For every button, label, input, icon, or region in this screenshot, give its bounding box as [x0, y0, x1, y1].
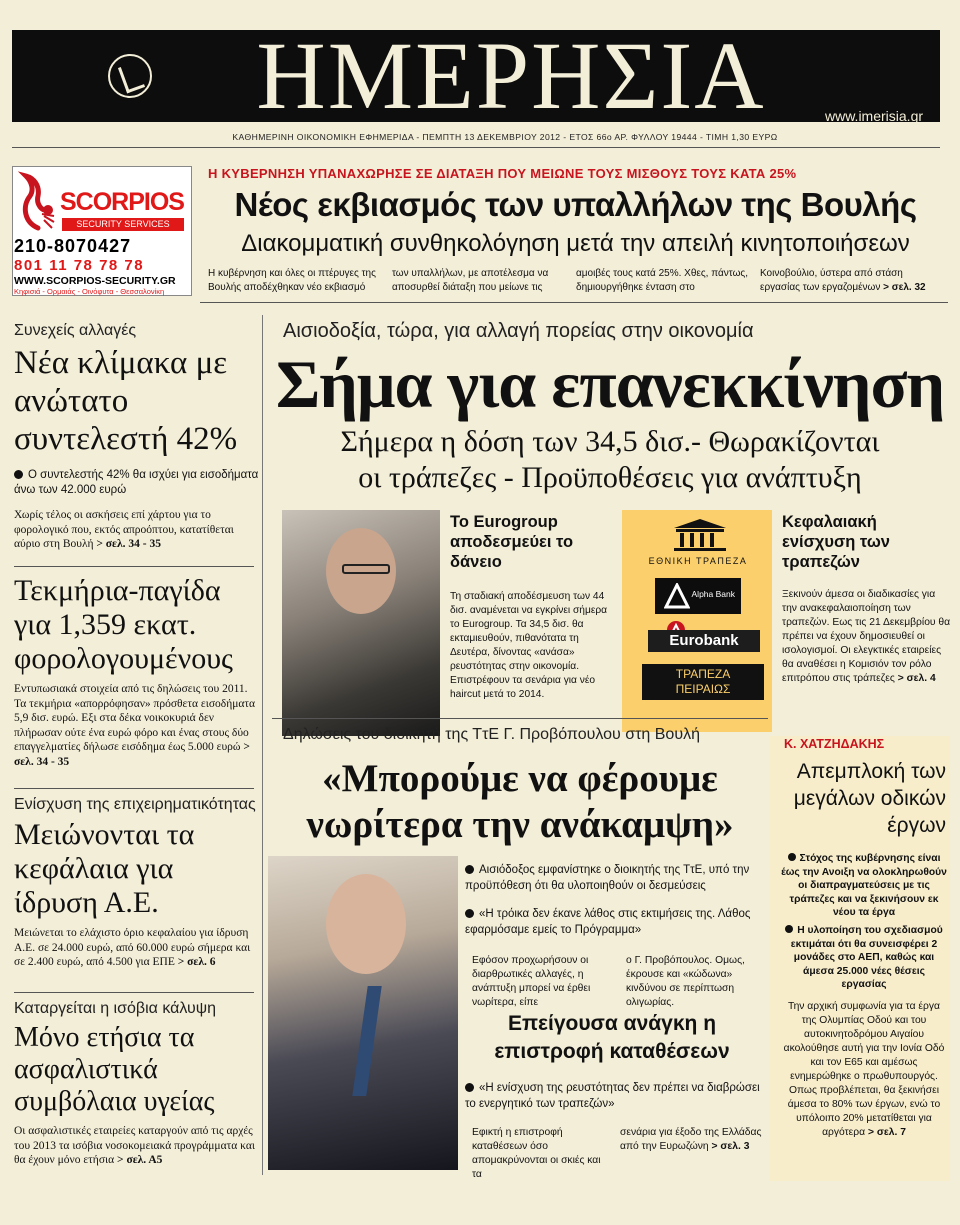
deposits-col-2: σενάρια για έξοδο της Ελλάδας από την Ευρωζώνη > σελ. 3 [620, 1127, 762, 1152]
page-ref[interactable]: > σελ. 3 [711, 1141, 750, 1152]
top-story-subhead: Διακομματική συνθηκολόγηση μετά την απειλή κινητοποιήσεων [241, 230, 910, 257]
ad-brand-name: SCORPIOS [60, 188, 184, 216]
glasses-icon [342, 564, 390, 574]
main-story-kicker: Αισιοδοξία, τώρα, για αλλαγή πορείας στην οικονομία [283, 320, 754, 342]
section-rule [272, 718, 768, 719]
capital-body: Ξεκινούν άμεσα οι διαδικασίες για την ανακεφαλαιοποίηση των τραπεζών. Εως τις 21 Δεκεμβρίου θα πρέπει να έχουν δημοσιευθεί οι ισολογισμοί. Οι ελεγκτικές εταιρείες θα αναθέσει η Κομισιόν τον ρόλο επιτρόπου στις τράπεζες > σελ. 4 [782, 589, 951, 684]
ad-website[interactable]: WWW.SCORPIOS-SECURITY.GR [14, 275, 176, 287]
bullet-icon [785, 925, 793, 933]
page-ref[interactable]: > σελ. Α5 [117, 1154, 163, 1166]
provopoulos-photo [268, 856, 458, 1170]
story-headline[interactable]: Μόνο ετήσια τα ασφαλιστικά συμβόλαια υγείας [14, 1022, 215, 1117]
ad-services: SECURITY SERVICES [62, 218, 184, 231]
eurogroup-body: Τη σταδιακή αποδέσμευση των 44 δισ. αναμένεται να εγκρίνει σήμερα το Eurogroup. Τα 34,5 δισ. θα εκταμιευθούν, πιθανότατα τη Δευτέρα, δίνοντας «ανάσα» ρευστότητας στην οικονομία. Επιστρέφουν τα σενάρια για νέο haircut μετά το 2014. [450, 591, 608, 700]
face-shape [326, 874, 406, 974]
right-bullet-1: Στόχος της κυβέρνησης είναι έως την Ανοιξη να ολοκληρωθούν οι διαπραγματεύσεις με τις τράπεζες και να ξεκινήσουν εκ νέου τα έργα [781, 853, 947, 918]
top-story-col-3: αμοιβές τους κατά 25%. Χθες, πάντως, δημιουργήθηκε ένταση στο [576, 268, 748, 293]
story-body: Εντυπωσιακά στοιχεία από τις δηλώσεις του 2011. Τα τεκμήρια «απορρόφησαν» πρόσθετα εισοδήματα 5,9 δισ. ευρώ. Εξι στα δέκα νοικοκυριά δεν πλήρωσαν ούτε ένα ευρώ φόρο και ένας στους δύο επαγγελματίες δήλωσε εισόδημα έως 5.000 ευρώ > σελ. 34 - 35 [14, 683, 256, 768]
deposits-col-1: Εφικτή η επιστροφή καταθέσεων όσο απομακρύνονται οι σκιές και τα [472, 1127, 601, 1180]
page-ref[interactable]: > σελ. 4 [897, 673, 936, 684]
bullet-icon [465, 865, 474, 874]
right-bullet-2: Η υλοποίηση του σχεδιασμού εκτιμάται ότι θα συνεισφέρει 2 μονάδες στο ΑΕΠ, καθώς και άμεσα 25.000 νέες θέσεις εργασίας [780, 924, 948, 992]
ad-phone-2: 801 11 78 78 78 [14, 257, 145, 274]
bullet-icon [465, 1083, 474, 1092]
governor-col-1: Εφόσον προχωρήσουν οι διαρθρωτικές αλλαγές, η ανάπτυξη μπορεί να έρθει νωρίτερα, είπε [472, 955, 591, 1008]
story-kicker: Ενίσχυση της επιχειρηματικότητας [14, 796, 256, 813]
left-rule [14, 992, 254, 993]
main-story-headline[interactable]: Σήμα για επανεκκίνηση [275, 346, 945, 422]
section-rule [200, 302, 948, 303]
deposits-headline[interactable]: Επείγουσα ανάγκη η επιστροφή καταθέσεων [494, 1012, 730, 1063]
top-story-col-1: Η κυβέρνηση και όλες οι πτέρυγες της Βουλής αποδέχθηκαν νέο εκβιασμό [208, 268, 376, 293]
page-ref[interactable]: > σελ. 7 [867, 1127, 906, 1138]
left-story-2 [14, 574, 259, 769]
website-url[interactable]: www.imerisia.gr [825, 108, 924, 124]
governor-headline[interactable]: «Μπορούμε να φέρουμε νωρίτερα την ανάκαμψη» [306, 757, 734, 846]
main-story-subhead: Σήμερα η δόση των 34,5 δισ.- Θωρακίζονται οι τράπεζες - Προϋποθέσεις για ανάπτυξη [340, 425, 880, 494]
governor-kicker: Δηλώσεις του διοικητή της ΤτΕ Γ. Προβόπουλου στη Βουλή [283, 726, 700, 743]
page-ref[interactable]: > σελ. 6 [177, 956, 216, 968]
governor-bullet-2: «Η τρόικα δεν έκανε λάθος στις εκτιμήσεις της. Λάθος εφαρμόσαμε εμείς το Πρόγραμμα» [465, 908, 751, 936]
capital-headline[interactable]: Κεφαλαιακή ενίσχυση των τραπεζών [782, 513, 890, 571]
bullet-icon [465, 909, 474, 918]
page-ref[interactable]: > σελ. 34 - 35 [96, 538, 161, 550]
story-body: Οι ασφαλιστικές εταιρείες καταργούν από τις αρχές του 2013 τα ισόβια νοσοκομειακά προγράμματα και θα έχουν μόνο ετήσια > σελ. Α5 [14, 1125, 255, 1166]
right-kicker: Κ. ΧΑΤΖΗΔΑΚΗΣ [784, 737, 885, 751]
top-story-headline[interactable]: Νέος εκβιασμός των υπαλλήλων της Βουλής [234, 186, 917, 223]
right-body: Την αρχική συμφωνία για τα έργα της Ολυμπίας Οδού και του αυτοκινητοδρόμου Αιγαίου ακολούθησε αυτή για την Ιονία Οδό και τον Ε65 και αμέσως ενημερώθηκε ο πρωθυπουργός. Οπως προβλέπεται, θα ξεκινήσει άμεσα το 80% των έργων, ενώ το υπόλοιπο 20% μετατίθεται για αργότερα > σελ. 7 [783, 1001, 945, 1138]
eurogroup-headline[interactable]: Το Eurogroup αποδεσμεύει το δάνειο [450, 513, 574, 571]
left-story-3 [14, 796, 259, 970]
juncker-photo [282, 510, 440, 736]
right-headline[interactable]: Απεμπλοκή των μεγάλων οδικών έργων [793, 760, 946, 837]
dateline: ΚΑΘΗΜΕΡΙΝΗ ΟΙΚΟΝΟΜΙΚΗ ΕΦΗΜΕΡΙΔΑ - ΠΕΜΠΤΗ 13 ΔΕΚΕΜΒΡΙΟΥ 2012 - ΕΤΟΣ 66ο ΑΡ. ΦΥΛΛΟΥ 19444 - ΤΙΜΗ 1,30 ΕΥΡΩ [232, 132, 778, 142]
story-body: Χωρίς τέλος οι ασκήσεις επί χάρτου για το φορολογικό που, εκτός απροόπτου, κατατίθεται αύριο στη Βουλή > σελ. 34 - 35 [14, 509, 234, 550]
column-divider [262, 315, 263, 1175]
left-story-4 [14, 1000, 259, 1168]
ethniki-building-icon [672, 518, 728, 552]
governor-bullet-1: Αισιόδοξος εμφανίστηκε ο διοικητής της ΤτΕ, υπό την προϋπόθεση ότι θα υλοποιηθούν οι δεσμεύσεις [465, 864, 750, 892]
governor-col-2: ο Γ. Προβόπουλος. Ομως, έκρουσε και «κώδωνα» κινδύνου σε περίπτωση ολιγωρίας. [626, 955, 745, 1008]
story-headline[interactable]: Τεκμήρια-παγίδα για 1,359 εκατ. φορολογουμένους [14, 574, 233, 675]
tie-shape [352, 986, 381, 1096]
bank-alpha-logo: Alpha Bank [655, 578, 741, 614]
page-ref[interactable]: > σελ. 34 - 35 [14, 741, 250, 768]
scorpion-icon [18, 170, 58, 232]
newspaper-emblem-icon [108, 54, 152, 98]
bank-eurobank-logo: Eurobank [648, 630, 760, 652]
left-rule [14, 566, 254, 567]
story-bullet: Ο συντελεστής 42% θα ισχύει για εισοδήματα άνω των 42.000 ευρώ [14, 469, 259, 496]
top-story-kicker: Η ΚΥΒΕΡΝΗΣΗ ΥΠΑΝΑΧΩΡΗΣΕ ΣΕ ΔΙΑΤΑΞΗ ΠΟΥ ΜΕΙΩΝΕ ΤΟΥΣ ΜΙΣΘΟΥΣ ΤΟΥΣ ΚΑΤΑ 25% [208, 166, 797, 181]
masthead-rule [12, 147, 940, 148]
left-rule [14, 788, 254, 789]
story-headline[interactable]: Νέα κλίμακα με ανώτατο συντελεστή 42% [14, 345, 238, 457]
story-kicker: Καταργείται η ισόβια κάλυψη [14, 1000, 217, 1017]
bank-piraeus-logo: ΤΡΑΠΕΖΑ ΠΕΙΡΑΙΩΣ [642, 664, 764, 700]
alpha-bank-icon [664, 583, 690, 609]
bullet-icon [788, 853, 796, 861]
story-headline[interactable]: Μειώνονται τα κεφάλαια για ίδρυση Α.Ε. [14, 818, 195, 919]
top-story-col-4: Κοινοβούλιο, ύστερα από στάση εργασίας των εργαζομένων > σελ. 32 [760, 268, 926, 293]
left-story-1 [14, 322, 259, 552]
ad-cities: Κηφισιά - Ορμαιάς - Οινόφυτα - Θεσσαλονίκη [14, 287, 165, 296]
page-ref[interactable]: > σελ. 32 [883, 282, 926, 293]
newspaper-title: ΗΜΕΡΗΣΙΑ [256, 22, 766, 129]
story-kicker: Συνεχείς αλλαγές [14, 322, 137, 339]
top-story-col-2: των υπαλλήλων, με αποτέλεσμα να αποσυρθεί διάταξη που μείωνε τις [392, 268, 549, 293]
bank-ethniki-label: ΕΘΝΙΚΗ ΤΡΑΠΕΖΑ [648, 556, 748, 566]
story-body: Μειώνεται το ελάχιστο όριο κεφαλαίου για ίδρυση Α.Ε. σε 24.000 ευρώ, από 60.000 ευρώ σήμερα και σε 2.400 ευρώ, από 4.500 για ΕΠΕ > σελ. 6 [14, 927, 251, 968]
bullet-icon [14, 470, 23, 479]
deposits-bullet: «Η ενίσχυση της ρευστότητας δεν πρέπει να διαβρώσει το ενεργητικό των τραπεζών» [465, 1082, 760, 1110]
ad-phone-1: 210-8070427 [14, 236, 132, 256]
